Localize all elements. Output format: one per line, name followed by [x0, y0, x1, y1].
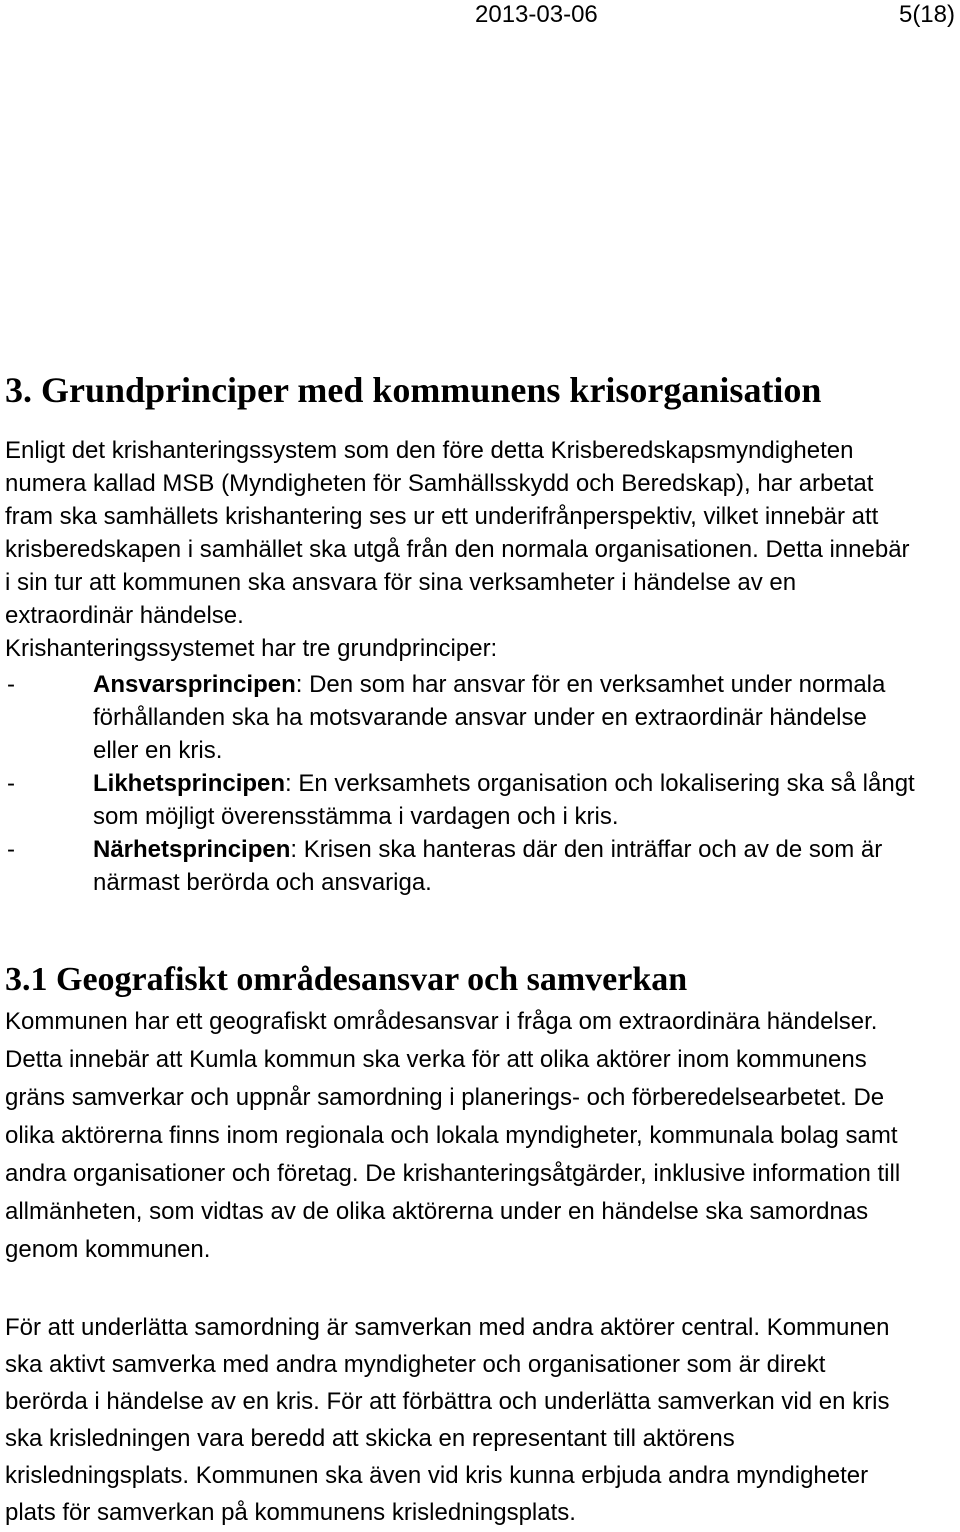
lead-line: Krishanteringssystemet har tre grundprinciper: [5, 635, 498, 662]
list-bullet: - [7, 671, 15, 698]
paragraph-line: fram ska samhällets krishantering ses ur ett underifrånperspektiv, vilket innebär att [5, 503, 879, 530]
paragraph-line: ska krisledningen vara beredd att skicka en representant till aktörens [5, 1425, 735, 1452]
principle-text: : Krisen ska hanteras där den inträffar och av de som är [290, 836, 883, 863]
paragraph [5, 1309, 889, 1531]
paragraph-line: Enligt det krishanteringssystem som den före detta Krisberedskapsmyndigheten [5, 437, 854, 464]
paragraph-line: Detta innebär att Kumla kommun ska verka för att olika aktörer inom kommunens [5, 1046, 867, 1073]
paragraph-line: Kommunen har ett geografiskt områdesansvar i fråga om extraordinära händelser. [5, 1008, 878, 1035]
paragraph-line: krisberedskapen i samhället ska utgå från den normala organisationen. Detta innebär [5, 536, 910, 563]
list-item-line [93, 833, 960, 866]
paragraph-line: ska aktivt samverka med andra myndigheter och organisationer som är direkt [5, 1351, 826, 1378]
paragraph-line: För att underlätta samordning är samverkan med andra aktörer central. Kommunen [5, 1314, 890, 1341]
principle-text: : En verksamhets organisation och lokalisering ska så långt [285, 770, 915, 797]
paragraph-line: numera kallad MSB (Myndigheten för Samhällsskydd och Beredskap), har arbetat [5, 470, 874, 497]
paragraph-line: gräns samverkar och uppnår samordning i planerings- och förberedelsearbetet. De [5, 1084, 885, 1111]
list-bullet: - [7, 770, 15, 797]
paragraph-line: i sin tur att kommunen ska ansvara för sina verksamheter i händelse av en [5, 569, 797, 596]
subsection-heading: 3.1 Geografiskt områdesansvar och samverkan [5, 961, 688, 998]
page-number: 5(18) [898, 1, 955, 28]
paragraph-line: allmänheten, som vidtas av de olika aktörerna under en händelse ska samordnas [5, 1198, 869, 1225]
paragraph-line: olika aktörerna finns inom regionala och lokala myndigheter, kommunala bolag samt [5, 1122, 898, 1149]
paragraph-line: krisledningsplats. Kommunen ska även vid kris kunna erbjuda andra myndigheter [5, 1462, 869, 1489]
paragraph-line: andra organisationer och företag. De krishanteringsåtgärder, inklusive information till [5, 1160, 901, 1187]
list-item-ansvarsprincipen [0, 668, 960, 767]
paragraph [5, 1003, 900, 1269]
list-bullet: - [7, 836, 15, 863]
principle-name: Närhetsprincipen [93, 836, 291, 863]
intro-paragraph [5, 434, 910, 665]
paragraph-line: extraordinär händelse. [5, 602, 244, 629]
principle-name: Ansvarsprincipen [93, 671, 296, 698]
header-date: 2013-03-06 [475, 1, 598, 28]
principle-text: eller en kris. [93, 737, 223, 764]
paragraph-line: plats för samverkan på kommunens krisledningsplats. [5, 1499, 576, 1526]
principle-text: närmast berörda och ansvariga. [93, 869, 432, 896]
list-item-narhetsprincipen [0, 833, 960, 899]
principle-name: Likhetsprincipen [93, 770, 286, 797]
list-item-line [93, 767, 960, 800]
principle-text: som möjligt överensstämma i vardagen och i kris. [93, 803, 619, 830]
paragraph-line: genom kommunen. [5, 1236, 211, 1263]
principles-list [0, 668, 960, 899]
list-item-line [93, 668, 960, 701]
principle-text: : Den som har ansvar för en verksamhet under normala [295, 671, 886, 698]
list-item-likhetsprincipen [0, 767, 960, 833]
paragraph-line: berörda i händelse av en kris. För att förbättra och underlätta samverkan vid en kris [5, 1388, 890, 1415]
principle-text: förhållanden ska ha motsvarande ansvar under en extraordinär händelse [93, 704, 867, 731]
section-heading: 3. Grundprinciper med kommunens krisorganisation [5, 370, 822, 410]
